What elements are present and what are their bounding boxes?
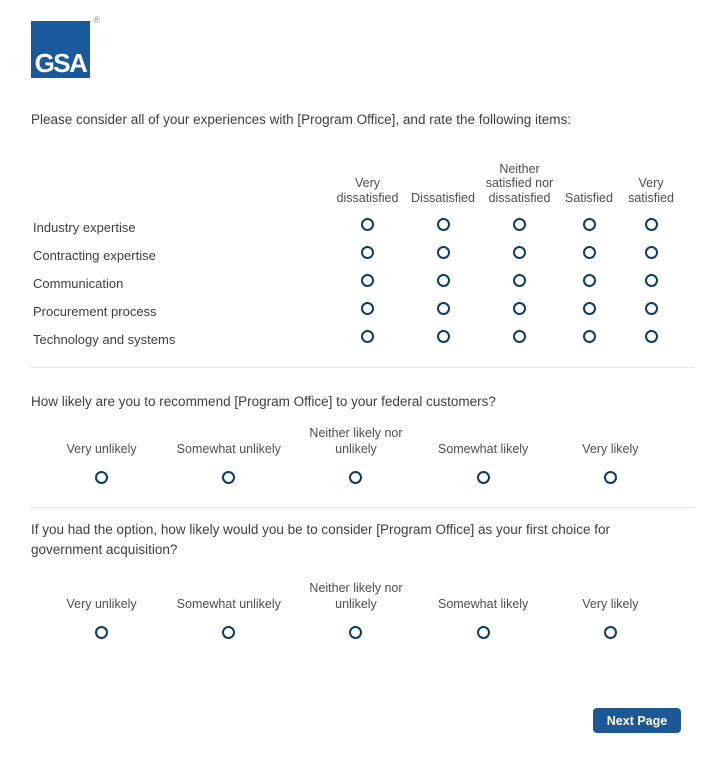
matrix-row-label: Industry expertise: [33, 219, 136, 235]
matrix-column-header-label: Very satisfied: [628, 176, 674, 205]
radio-procurement-process-very-dissatisfied[interactable]: [361, 302, 374, 315]
option-column: [165, 425, 292, 484]
radio-first-choice-somewhat-unlikely[interactable]: [222, 626, 235, 639]
radio-procurement-process-dissatisfied[interactable]: [437, 302, 450, 315]
radio-technology-systems-very-dissatisfied[interactable]: [361, 330, 374, 343]
radio-contracting-expertise-satisfied[interactable]: [583, 246, 596, 259]
section-divider: [30, 507, 695, 508]
matrix-column-header-label: Very dissatisfied: [336, 176, 399, 205]
option-label: Neither likely nor unlikely: [309, 581, 403, 611]
radio-contracting-expertise-neither[interactable]: [513, 246, 526, 259]
matrix-column-header-very-dissatisfied: [330, 145, 405, 213]
page-footer: [0, 708, 681, 733]
radio-industry-expertise-neither[interactable]: [513, 218, 526, 231]
option-column: [165, 580, 292, 639]
matrix-question-text: Please consider all of your experiences with [Program Office], and rate the following items:: [31, 112, 572, 127]
option-column: [38, 425, 165, 484]
recommend-options: [38, 425, 674, 484]
option-column: [292, 425, 419, 484]
matrix-row-industry-expertise: [30, 213, 682, 241]
matrix-column-header-very-satisfied: [620, 145, 682, 213]
radio-first-choice-very-likely[interactable]: [604, 626, 617, 639]
matrix-column-header-label: Neither satisfied nor dissatisfied: [485, 161, 554, 205]
radio-contracting-expertise-very-dissatisfied[interactable]: [361, 246, 374, 259]
radio-recommend-very-likely[interactable]: [604, 471, 617, 484]
radio-industry-expertise-dissatisfied[interactable]: [437, 218, 450, 231]
radio-industry-expertise-very-dissatisfied[interactable]: [361, 218, 374, 231]
gsa-logo-text: GSA: [34, 48, 87, 78]
option-label: Somewhat unlikely: [176, 597, 281, 611]
option-column: [420, 425, 547, 484]
radio-procurement-process-satisfied[interactable]: [583, 302, 596, 315]
first-choice-question-text: If you had the option, how likely would you be to consider [Program Office] as your first choice for government acquisition?: [31, 522, 611, 557]
option-label: Somewhat likely: [437, 597, 529, 611]
radio-communication-neither[interactable]: [513, 274, 526, 287]
matrix-row-label: Technology and systems: [33, 331, 176, 347]
radio-recommend-very-unlikely[interactable]: [95, 471, 108, 484]
radio-recommend-somewhat-unlikely[interactable]: [222, 471, 235, 484]
matrix-row-technology-systems: [30, 325, 682, 353]
first-choice-options: [38, 580, 674, 639]
option-column: [547, 425, 674, 484]
radio-technology-systems-dissatisfied[interactable]: [437, 330, 450, 343]
matrix-header-row: [30, 145, 682, 213]
option-column: [292, 580, 419, 639]
option-label: Very likely: [582, 442, 639, 456]
option-label: Somewhat likely: [437, 442, 529, 456]
matrix-row-label: Communication: [33, 275, 124, 291]
matrix-column-header-satisfied: [558, 145, 620, 213]
radio-first-choice-neither[interactable]: [349, 626, 362, 639]
survey-page: [0, 15, 725, 733]
matrix-column-header-neither: [481, 145, 558, 213]
gsa-logo: [31, 15, 100, 78]
option-column: [420, 580, 547, 639]
option-label: Very likely: [582, 597, 639, 611]
option-label: Very unlikely: [66, 442, 137, 456]
radio-contracting-expertise-dissatisfied[interactable]: [437, 246, 450, 259]
gsa-logo-square: [31, 21, 90, 78]
registered-trademark-icon: ®: [93, 15, 100, 25]
option-column: [38, 580, 165, 639]
option-column: [547, 580, 674, 639]
matrix-column-header-label: Dissatisfied: [411, 190, 475, 205]
radio-communication-very-satisfied[interactable]: [645, 274, 658, 287]
option-label: Somewhat unlikely: [176, 442, 281, 456]
radio-technology-systems-very-satisfied[interactable]: [645, 330, 658, 343]
matrix-row-label: Procurement process: [33, 303, 157, 319]
radio-communication-dissatisfied[interactable]: [437, 274, 450, 287]
radio-procurement-process-neither[interactable]: [513, 302, 526, 315]
radio-recommend-neither[interactable]: [349, 471, 362, 484]
radio-communication-very-dissatisfied[interactable]: [361, 274, 374, 287]
radio-contracting-expertise-very-satisfied[interactable]: [645, 246, 658, 259]
rating-matrix: [30, 145, 682, 353]
option-label: Very unlikely: [66, 597, 137, 611]
radio-technology-systems-neither[interactable]: [513, 330, 526, 343]
option-label: Neither likely nor unlikely: [309, 426, 403, 456]
matrix-row-label: Contracting expertise: [33, 247, 156, 263]
radio-industry-expertise-satisfied[interactable]: [583, 218, 596, 231]
recommend-question-text: How likely are you to recommend [Program Office] to your federal customers?: [31, 394, 496, 409]
matrix-row-procurement-process: [30, 297, 682, 325]
radio-procurement-process-very-satisfied[interactable]: [645, 302, 658, 315]
section-divider: [30, 367, 695, 368]
radio-communication-satisfied[interactable]: [583, 274, 596, 287]
matrix-row-communication: [30, 269, 682, 297]
matrix-row-contracting-expertise: [30, 241, 682, 269]
radio-first-choice-very-unlikely[interactable]: [95, 626, 108, 639]
matrix-column-header-label: Satisfied: [565, 190, 613, 205]
matrix-header-spacer: [30, 145, 330, 213]
radio-recommend-somewhat-likely[interactable]: [477, 471, 490, 484]
radio-technology-systems-satisfied[interactable]: [583, 330, 596, 343]
matrix-column-header-dissatisfied: [405, 145, 481, 213]
next-page-button[interactable]: Next Page: [593, 708, 681, 733]
radio-first-choice-somewhat-likely[interactable]: [477, 626, 490, 639]
radio-industry-expertise-very-satisfied[interactable]: [645, 218, 658, 231]
